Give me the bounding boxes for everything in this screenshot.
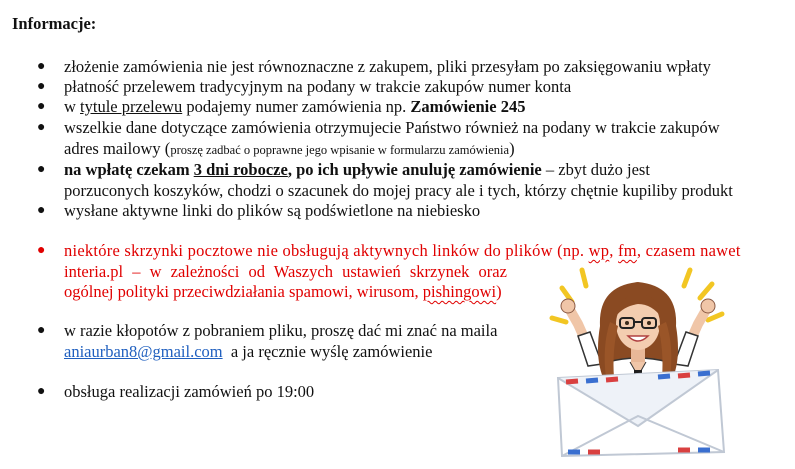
info-item-1: złożenie zamówienia nie jest równoznaczne z zakupem, pliki przesyłam po zaksięgowaniu wpłaty [64, 57, 711, 76]
info-item-7-line-2: interia.pl – w zależności od Waszych ustawień skrzynek oraz [64, 262, 507, 281]
info-item-5-line-2: porzuconych koszyków, chodzi o szacunek do mojej pracy ale i tych, którzy chętnie kupiliby produkt [64, 181, 733, 200]
info-item-4-line-2 [64, 138, 515, 161]
fm-text: fm [618, 241, 637, 260]
email-link[interactable]: aniaurban8@gmail.com [64, 342, 223, 361]
item-8-rest: a ja ręcznie wyślę zamówienie [222, 342, 433, 361]
info-item-7-line-1 [64, 240, 782, 262]
payment-wait-text: na wpłatę czekam [64, 160, 194, 179]
bullet-icon: ● [37, 162, 46, 177]
cancel-text: , po ich upływie anuluję zamówienie [287, 160, 542, 179]
order-example: Zamówienie 245 [410, 97, 526, 116]
email-note-small: proszę zadbać o poprawne jego wpisanie w formularzu zamówienia [170, 143, 510, 157]
info-item-2: płatność przelewem tradycyjnym na podany w trakcie zakupów numer konta [64, 77, 572, 96]
bullet-icon: ● [37, 59, 46, 74]
avatar-in-envelope-icon [548, 266, 728, 458]
three-days-underlined: 3 dni robocze [193, 160, 288, 179]
info-heading: Informacje: [12, 14, 97, 33]
item-7-sep: , [609, 241, 619, 260]
item-7-text-2: , czasem nawet [636, 241, 741, 260]
item-3-text: w [64, 97, 81, 116]
info-item-7-line-3 [64, 281, 502, 303]
bullet-icon: ● [37, 203, 46, 218]
bullet-icon: ● [37, 243, 46, 258]
item-7-text-3: ogólnej polityki przeciwdziałania spamowi, wirusom, [64, 282, 423, 301]
info-item-8-line-1: w razie kłopotów z pobraniem pliku, proszę dać mi znać na maila [64, 321, 498, 340]
item-5-rest: – zbyt dużo jest [541, 160, 650, 179]
item-4-close: ) [509, 139, 515, 158]
item-7-text: niektóre skrzynki pocztowe nie obsługują aktywnych linków do plików (np. [64, 241, 589, 260]
transfer-title-underlined: tytule przelewu [80, 97, 183, 116]
bullet-icon: ● [37, 79, 46, 94]
info-item-3 [64, 96, 525, 118]
item-4-text: adres mailowy ( [64, 139, 171, 158]
bullet-icon: ● [37, 384, 46, 399]
info-item-6: wysłane aktywne linki do plików są podświetlone na niebiesko [64, 201, 481, 220]
info-item-5-line-1 [64, 159, 650, 181]
info-item-4-line-1: wszelkie dane dotyczące zamówienia otrzymujecie Państwo również na podany w trakcie zakupów [64, 118, 720, 137]
info-item-8-line-2 [64, 341, 432, 363]
item-3-text-2: podajemy numer zamówienia np. [182, 97, 411, 116]
bullet-icon: ● [37, 323, 46, 338]
bullet-icon: ● [37, 99, 46, 114]
info-item-9: obsługa realizacji zamówień po 19:00 [64, 382, 315, 401]
bullet-icon: ● [37, 120, 46, 135]
wp-text: wp [588, 241, 610, 260]
item-7-close: ) [496, 282, 502, 301]
pishing-text: pishingowi [422, 282, 497, 301]
